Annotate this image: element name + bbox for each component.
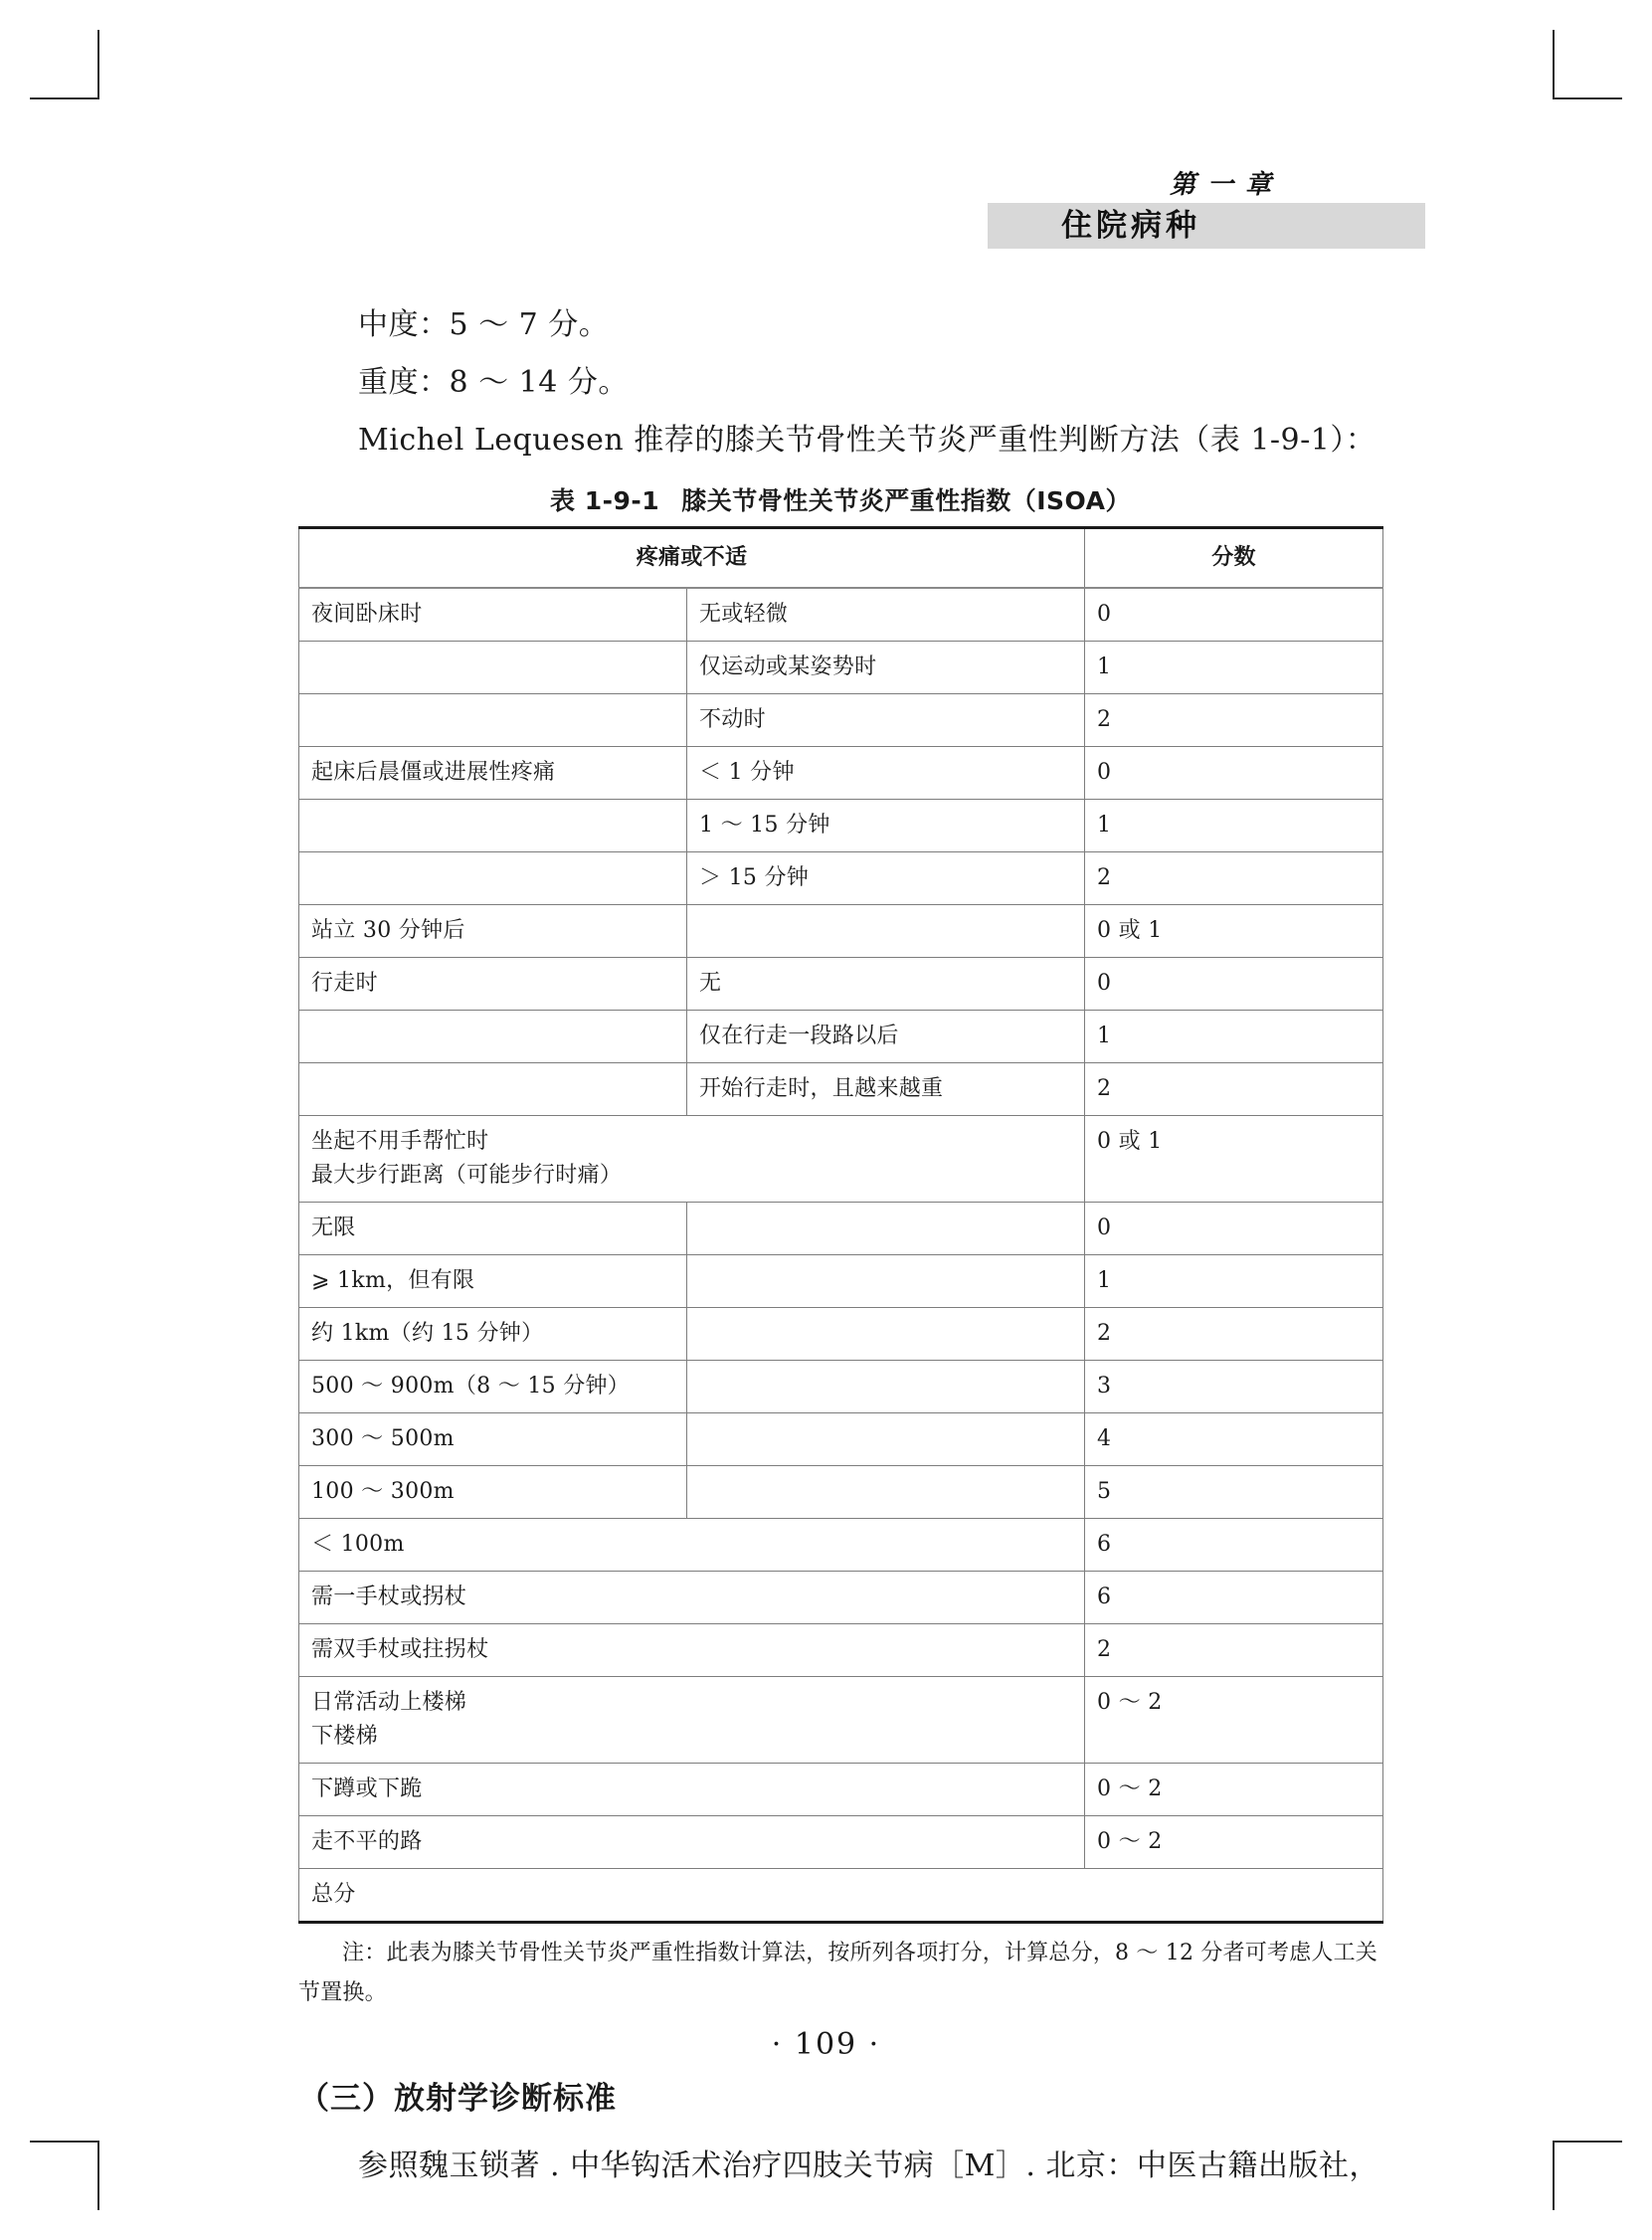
cell-score: 0 [1085,1203,1383,1255]
cell-symptom-category: 走不平的路 [299,1816,1085,1869]
table-row [299,1764,1383,1816]
table-row [299,1624,1383,1677]
cell-score: 0 ～ 2 [1085,1677,1383,1764]
cell-symptom-category: 日常活动上楼梯 下楼梯 [299,1677,1085,1764]
crop-mark-line-horizontal [30,97,99,99]
table-row [299,852,1383,905]
cell-symptom-detail [687,1203,1085,1255]
cell-score: 0 或 1 [1085,1116,1383,1203]
cell-score: 0 [1085,958,1383,1011]
cell-score: 2 [1085,1624,1383,1677]
cell-score: 0 或 1 [1085,905,1383,958]
cell-score: 0 ～ 2 [1085,1764,1383,1816]
cell-symptom-detail [687,1413,1085,1466]
cell-score: 1 [1085,642,1383,694]
crop-mark-line-horizontal [30,2141,99,2143]
body-line-2: 重度：8 ～ 14 分。 [358,365,629,400]
isoa-severity-table [298,526,1383,1924]
cell-symptom-detail [687,1255,1085,1308]
table-row [299,958,1383,1011]
table-header-row [299,528,1383,589]
cell-symptom-detail [687,905,1085,958]
cell-symptom-detail [687,1308,1085,1361]
cell-symptom-category: ⩾ 1km，但有限 [299,1255,687,1308]
table-caption [298,481,1382,517]
crop-mark-line-horizontal [1553,2141,1622,2143]
cell-symptom-category: 无限 [299,1203,687,1255]
cell-symptom-detail [687,1361,1085,1413]
cell-symptom-category: 下蹲或下跪 [299,1764,1085,1816]
cell-symptom-category: 约 1km（约 15 分钟） [299,1308,687,1361]
body-line-3: Michel Lequesen 推荐的膝关节骨性关节炎严重性判断方法（表 1-9-1）： [358,423,1377,458]
cell-score: 3 [1085,1361,1383,1413]
table-row [299,1203,1383,1255]
table-row [299,1255,1383,1308]
cell-total-label: 总分 [299,1869,1383,1923]
cell-score: 0 ～ 2 [1085,1816,1383,1869]
cell-symptom-category: 300 ～ 500m [299,1413,687,1466]
crop-mark-top-left [30,30,99,99]
crop-mark-bottom-left [30,2141,99,2210]
cell-score: 0 [1085,747,1383,800]
section-heading: （三）放射学诊断标准 [298,2081,617,2117]
crop-mark-line-vertical [97,2141,99,2210]
table-row [299,588,1383,642]
table-note: 注：此表为膝关节骨性关节炎严重性指数计算法，按所列各项打分，计算总分，8 ～ 12 分者可考虑人工关节置换。 [298,1941,1377,2005]
cell-symptom-category: 需一手杖或拐杖 [299,1572,1085,1624]
table-row [299,642,1383,694]
cell-score: 2 [1085,1063,1383,1116]
cell-symptom-category [299,1011,687,1063]
cell-symptom-detail: 不动时 [687,694,1085,747]
page-number: · 109 · [771,2027,881,2062]
cell-symptom-detail: 仅运动或某姿势时 [687,642,1085,694]
cell-score: 1 [1085,800,1383,852]
running-head [988,164,1425,249]
table-row [299,747,1383,800]
crop-mark-line-vertical [1553,2141,1555,2210]
cell-score: 2 [1085,1308,1383,1361]
column-header-symptom: 疼痛或不适 [299,528,1085,589]
cell-score: 1 [1085,1011,1383,1063]
cell-score: 0 [1085,588,1383,642]
running-head-section: 住院病种 [988,203,1425,249]
cell-symptom-category [299,1063,687,1116]
table-row [299,1063,1383,1116]
crop-mark-top-right [1553,30,1622,99]
cell-score: 4 [1085,1413,1383,1466]
cell-symptom-category: 需双手杖或拄拐杖 [299,1624,1085,1677]
cell-score: 6 [1085,1519,1383,1572]
crop-mark-line-horizontal [1553,97,1622,99]
table-header [299,528,1383,589]
table-body [299,588,1383,1923]
table-row [299,1011,1383,1063]
cell-symptom-detail [687,1466,1085,1519]
cell-symptom-detail: 无 [687,958,1085,1011]
cell-symptom-category: 起床后晨僵或进展性疼痛 [299,747,687,800]
cell-symptom-category: 500 ～ 900m（8 ～ 15 分钟） [299,1361,687,1413]
table-row [299,1466,1383,1519]
cell-symptom-category: 夜间卧床时 [299,588,687,642]
table-row [299,1519,1383,1572]
cell-symptom-category: 100 ～ 300m [299,1466,687,1519]
cell-symptom-category: 站立 30 分钟后 [299,905,687,958]
table-row [299,1572,1383,1624]
cell-score: 5 [1085,1466,1383,1519]
crop-mark-line-vertical [1553,30,1555,99]
cell-symptom-category: 坐起不用手帮忙时 最大步行距离（可能步行时痛） [299,1116,1085,1203]
cell-score: 2 [1085,694,1383,747]
cell-symptom-category: ＜ 100m [299,1519,1085,1572]
body-line-1: 中度：5 ～ 7 分。 [358,307,610,342]
cell-score: 6 [1085,1572,1383,1624]
running-head-chapter: 第一章 [1169,170,1283,200]
cell-symptom-detail: ＜ 1 分钟 [687,747,1085,800]
table-row [299,1816,1383,1869]
cell-symptom-category [299,800,687,852]
section-paragraph: 参照魏玉锁著 . 中华钩活术治疗四肢关节病［M］. 北京：中医古籍出版社， [358,2148,1379,2183]
table-row [299,694,1383,747]
table-row [299,1677,1383,1764]
crop-mark-line-vertical [97,30,99,99]
cell-symptom-category [299,852,687,905]
cell-symptom-detail: 仅在行走一段路以后 [687,1011,1085,1063]
cell-symptom-detail: 无或轻微 [687,588,1085,642]
table-caption-title: 膝关节骨性关节炎严重性指数（ISOA） [681,486,1131,515]
cell-symptom-detail: 1 ～ 15 分钟 [687,800,1085,852]
crop-mark-bottom-right [1553,2141,1622,2210]
table-row [299,905,1383,958]
table-row [299,1361,1383,1413]
table-row [299,800,1383,852]
cell-symptom-category [299,694,687,747]
cell-symptom-detail: 开始行走时，且越来越重 [687,1063,1085,1116]
cell-symptom-category [299,642,687,694]
table-caption-number: 表 1-9-1 [550,486,660,515]
column-header-score: 分数 [1085,528,1383,589]
cell-score: 1 [1085,1255,1383,1308]
cell-symptom-category: 行走时 [299,958,687,1011]
cell-score: 2 [1085,852,1383,905]
page-content [298,298,1382,2201]
cell-symptom-detail: ＞ 15 分钟 [687,852,1085,905]
table-row-total [299,1869,1383,1923]
table-row [299,1413,1383,1466]
table-row [299,1308,1383,1361]
table-row [299,1116,1383,1203]
